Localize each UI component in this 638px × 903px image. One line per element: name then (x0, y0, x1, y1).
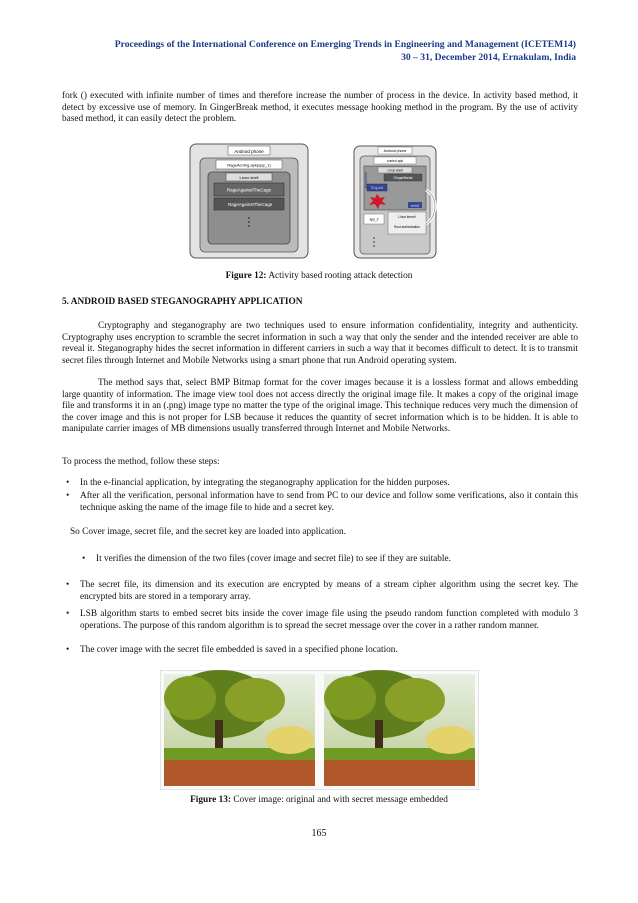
right-shell-label: Linux shell (387, 168, 403, 173)
bullet-dot: • (66, 645, 70, 655)
right-ginger-label: GingerBreak (393, 176, 413, 180)
figure-12-caption-text: Activity based rooting attack detection (268, 271, 413, 281)
left-phone-diagram (190, 144, 308, 258)
figure-13-caption (0, 795, 638, 805)
right-request-label: Request (370, 186, 384, 190)
bullet-text: It verifies the dimension of the two files (cover image and secret file) to see if they are suitable. (96, 554, 451, 564)
bullet-item (66, 645, 578, 657)
bullet-dot: • (66, 580, 70, 590)
figure-13-images (160, 670, 479, 790)
left-app-label: RageAcntng.apk(app_1) (227, 162, 271, 168)
bullet-dot: • (66, 478, 70, 488)
left-box2-label: RageAgainstTheCage (228, 202, 273, 207)
header-line-2: 30 – 31, December 2014, Ernakulam, India (401, 52, 576, 63)
figure-12-caption (0, 271, 638, 281)
bullet-item (82, 554, 578, 566)
paragraph-1: Cryptography and steganography are two techniques used to ensure information confidentiality, integrity and authenticity. Cryptography uses encryption to scramble the secret information in such a way that only the sender and the intended receiver are able to reveal it. Steganography hides the secret information in different carriers in such a way that it becomes difficult to detect. It is to transmit secret files through Internet and Mobile Networks using a smart phone that run Android operating system. (62, 321, 578, 366)
left-phone-label: Android phone (234, 149, 264, 154)
page-number: 165 (311, 828, 327, 839)
bullet-item (66, 491, 578, 514)
header-line-1: Proceedings of the International Conference on Emerging Trends in Engineering and Management (ICETEM14) (114, 39, 576, 50)
proceedings-header (115, 38, 576, 64)
loaded-line: So Cover image, secret file, and the secret key are loaded into application. (70, 527, 346, 537)
figure-13-caption-text: Cover image: original and with secret message embedded (233, 795, 448, 805)
stego-cover-image (324, 670, 475, 786)
right-exec-label: exec() (410, 203, 420, 208)
bullet-text: After all the verification, personal information have to send from PC to our device and follow some verifications, also it contain this technique asking the name of the image file to hide and a secret key. (80, 491, 578, 513)
figure-12-caption-label: Figure 12: (225, 271, 267, 281)
figure-12-diagram (188, 142, 444, 262)
bullet-text: In the e-financial application, by integrating the steganography application for the hidden purposes. (80, 478, 450, 488)
bullet-dot: • (66, 609, 70, 619)
bullet-text: The cover image with the secret file embedded is saved in a specified phone location. (80, 645, 398, 655)
bullet-item (66, 580, 578, 603)
left-box1-label: RageAgainstTheCage (226, 187, 272, 193)
right-phone-diagram (354, 146, 436, 258)
bullet-dot: • (82, 554, 86, 564)
bullet-item (66, 609, 578, 632)
bullet-dot: • (66, 491, 70, 501)
right-phone-label: Android phone (383, 149, 407, 153)
bullet-item (66, 478, 578, 490)
left-shell-label: Linux shell (239, 175, 259, 180)
right-app2-label: app_2 (369, 217, 379, 222)
bullet-text: The secret file, its dimension and its execution are encrypted by means of a stream cipher algorithm using the secret key. The encrypted bits are stored in a temporary array. (80, 580, 578, 602)
section-5-title: 5. ANDROID BASED STEGANOGRAPHY APPLICATION (62, 297, 303, 307)
intro-paragraph: fork () executed with infinite number of times and therefore increase the number of process in the device. In activity based method, it detect by excessive use of memory. In GingerBreak method, it executes message hooking method in the program. By the use of activity based method, it can easily detect the problem. (62, 91, 578, 125)
right-app-label: control.apk (386, 159, 404, 163)
original-cover-image (164, 670, 315, 786)
bullet-text: LSB algorithm starts to embed secret bits inside the cover image file using the pseudo random function completed with modulo 3 operations. The purpose of this random algorithm is to spread the secret message over the cover in a rather random manner. (80, 609, 578, 631)
paragraph-2: The method says that, select BMP Bitmap format for the cover images because it is a lossless format and allows embedding large quantity of information. The image view tool does not access directly the original image file. It makes a copy of the original image file and transforms it in an (.png) image type no matter the type of the original image. This technique reduces very much the dimension of the cover image and this is not proper for LSB because it reduces the quantity of secret information which is to be hidden. It is able to manipulate carrier images of MB dimensions usually transferred through Internet and Mobile Networks. (62, 378, 578, 435)
figure-13-caption-label: Figure 13: (190, 795, 231, 805)
steps-intro: To process the method, follow these steps: (62, 457, 220, 467)
right-auth-label: Root authorization (394, 225, 420, 229)
right-kernel-label: Linux kernel (398, 215, 416, 219)
